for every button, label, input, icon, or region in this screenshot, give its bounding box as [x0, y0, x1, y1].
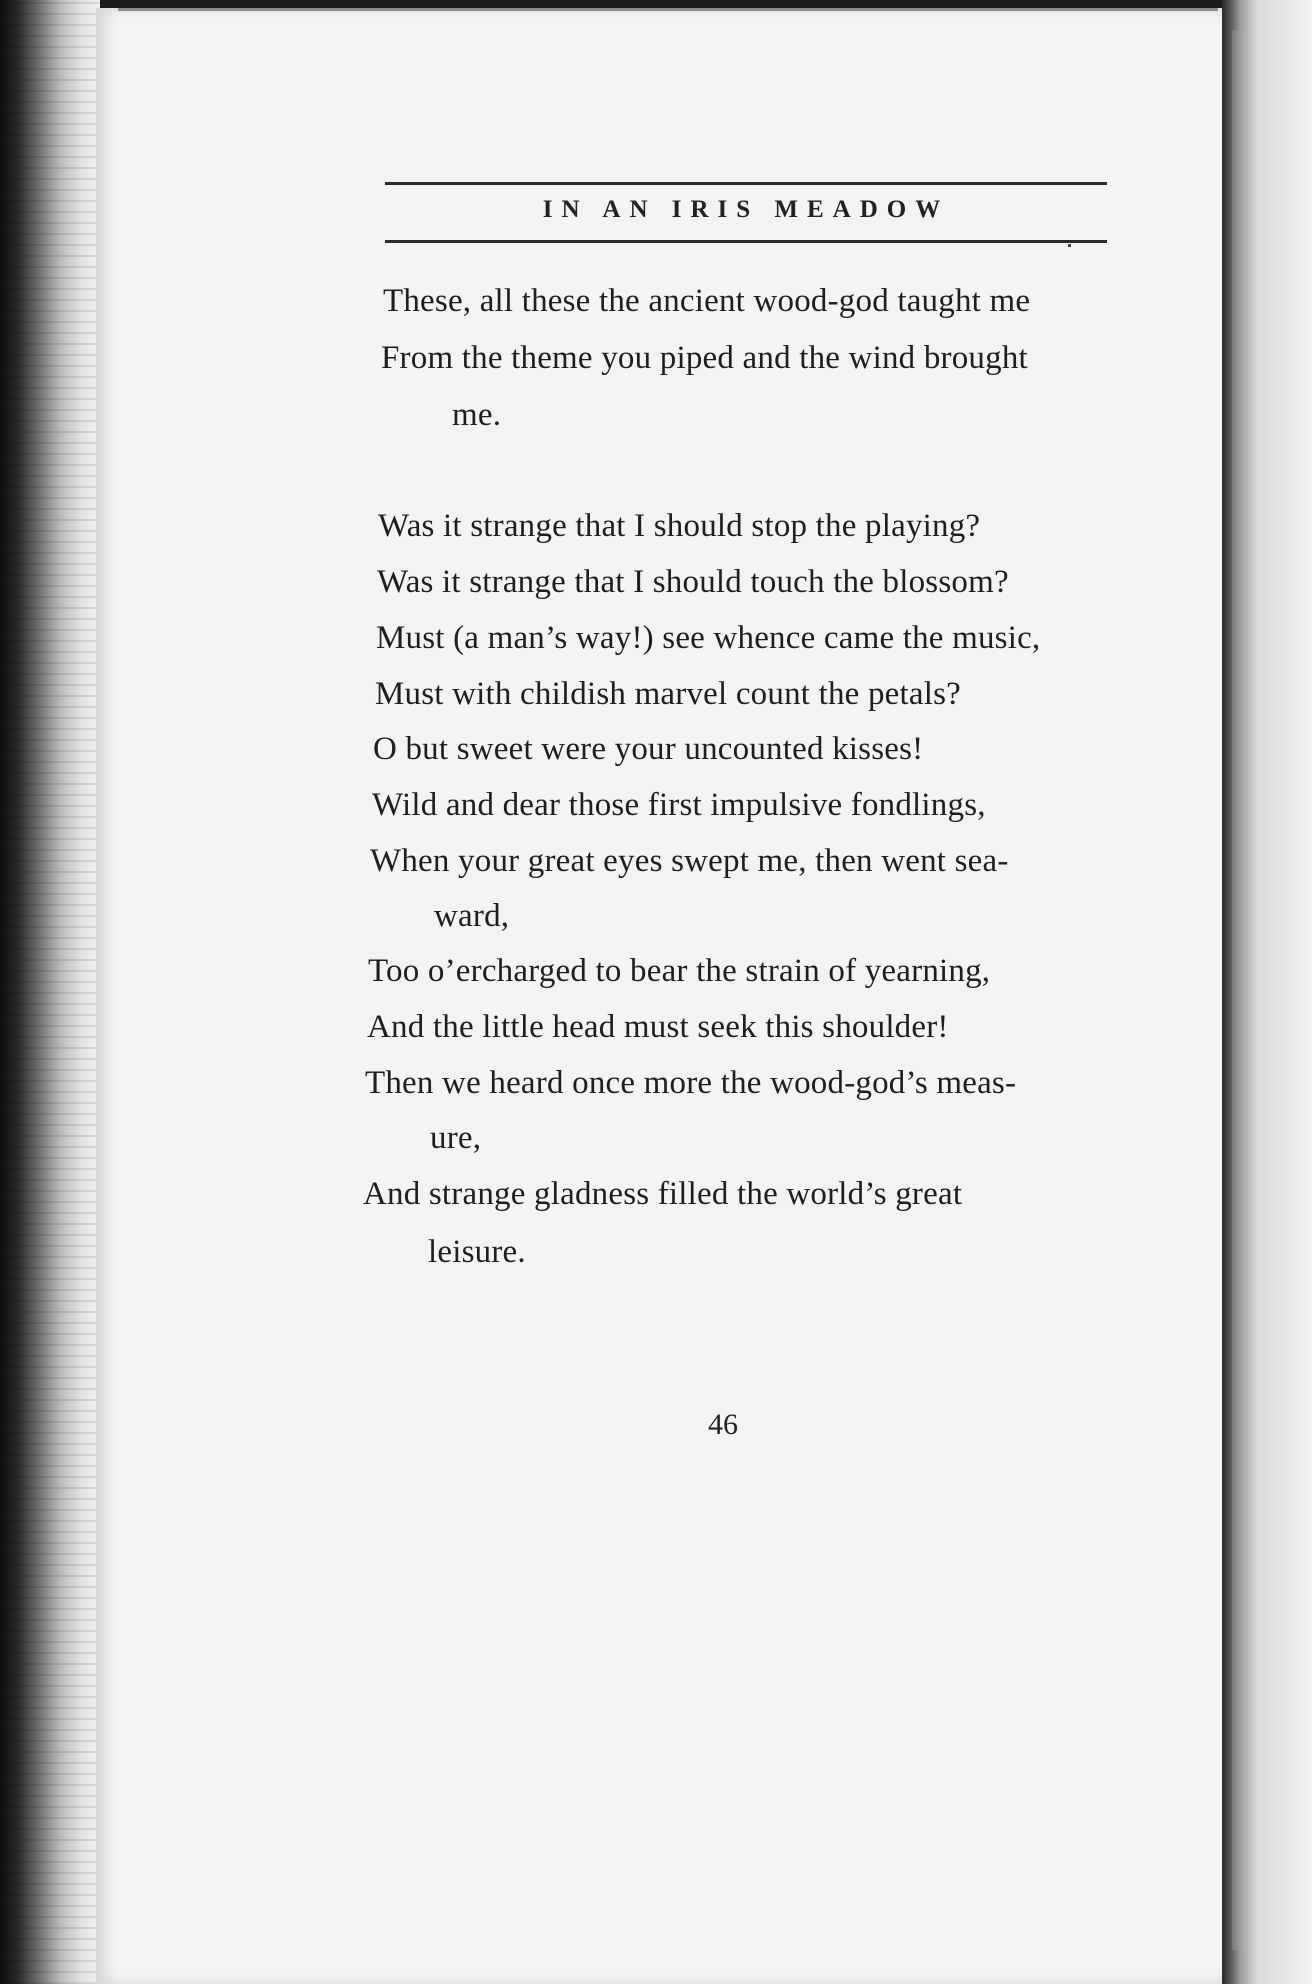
poem-line-continuation: ward, [434, 898, 510, 934]
poem-line: Was it strange that I should stop the playing? [378, 508, 981, 544]
running-title: IN AN IRIS MEADOW [542, 196, 950, 223]
poem-line: When your great eyes swept me, then went sea- [370, 843, 1009, 879]
poem-line-continuation: me. [452, 397, 502, 433]
poem-line: And the little head must seek this shoulder! [367, 1009, 949, 1045]
poem-line-continuation: ure, [430, 1120, 482, 1156]
poem-line: Was it strange that I should touch the blossom? [377, 564, 1009, 600]
poem-line: Must (a man’s way!) see whence came the music, [376, 620, 1041, 656]
page-number: 46 [708, 1408, 738, 1441]
header-rule-bottom [385, 240, 1107, 243]
poem-line: O but sweet were your uncounted kisses! [373, 731, 924, 767]
poem-line: Wild and dear those first impulsive fondlings, [372, 787, 986, 823]
binding-texture [0, 0, 100, 1984]
poem-line: Must with childish marvel count the petals? [375, 676, 961, 712]
poem-line-continuation: leisure. [428, 1234, 526, 1270]
header-rule-mark [1068, 244, 1071, 247]
header-rule-top [385, 182, 1107, 185]
page-top-edge [118, 8, 1218, 11]
poem-line: These, all these the ancient wood-god taught me [383, 283, 1031, 319]
poem-line: Too o’ercharged to bear the strain of yearning, [368, 953, 991, 989]
poem-line: Then we heard once more the wood-god’s meas- [365, 1065, 1017, 1101]
poem-line: And strange gladness filled the world’s great [363, 1176, 963, 1212]
page-edge-shadow [1232, 30, 1246, 1950]
poem-line: From the theme you piped and the wind brought [381, 340, 1028, 376]
